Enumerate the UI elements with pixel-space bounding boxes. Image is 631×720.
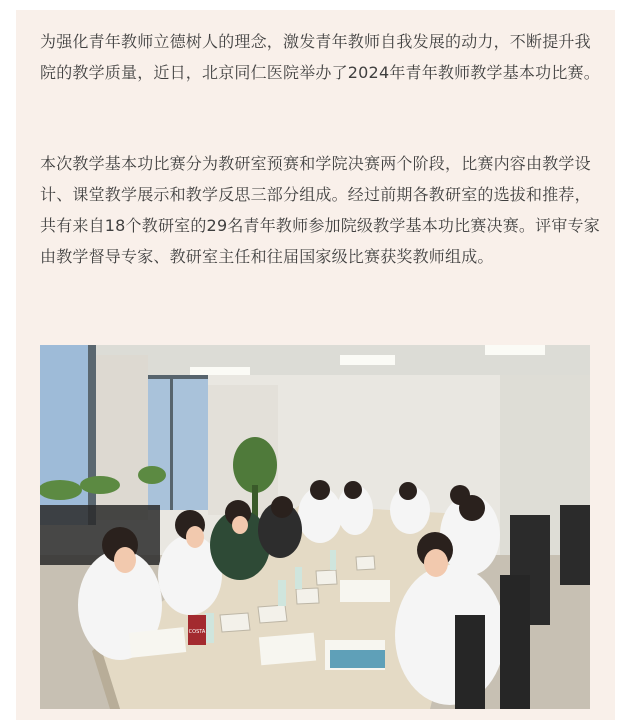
cup-label: COSTA (188, 629, 206, 635)
article-paragraph-1: 为强化青年教师立德树人的理念，激发青年教师自我发展的动力，不断提升我院的教学质量，近日，北京同仁医院举办了2024年青年教师教学基本功比赛。 (40, 32, 600, 82)
article-card (16, 10, 615, 720)
meeting-photo (40, 345, 590, 709)
article-paragraph-2: 本次教学基本功比赛分为教研室预赛和学院决赛两个阶段，比赛内容由教学设计、课堂教学展示和教学反思三部分组成。经过前期各教研室的选拔和推荐，共有来自18个教研室的29名青年教师参加院级教学基本功比赛决赛。评审专家由教学督导专家、教研室主任和往届国家级比赛获奖教师组成。 (40, 154, 600, 266)
